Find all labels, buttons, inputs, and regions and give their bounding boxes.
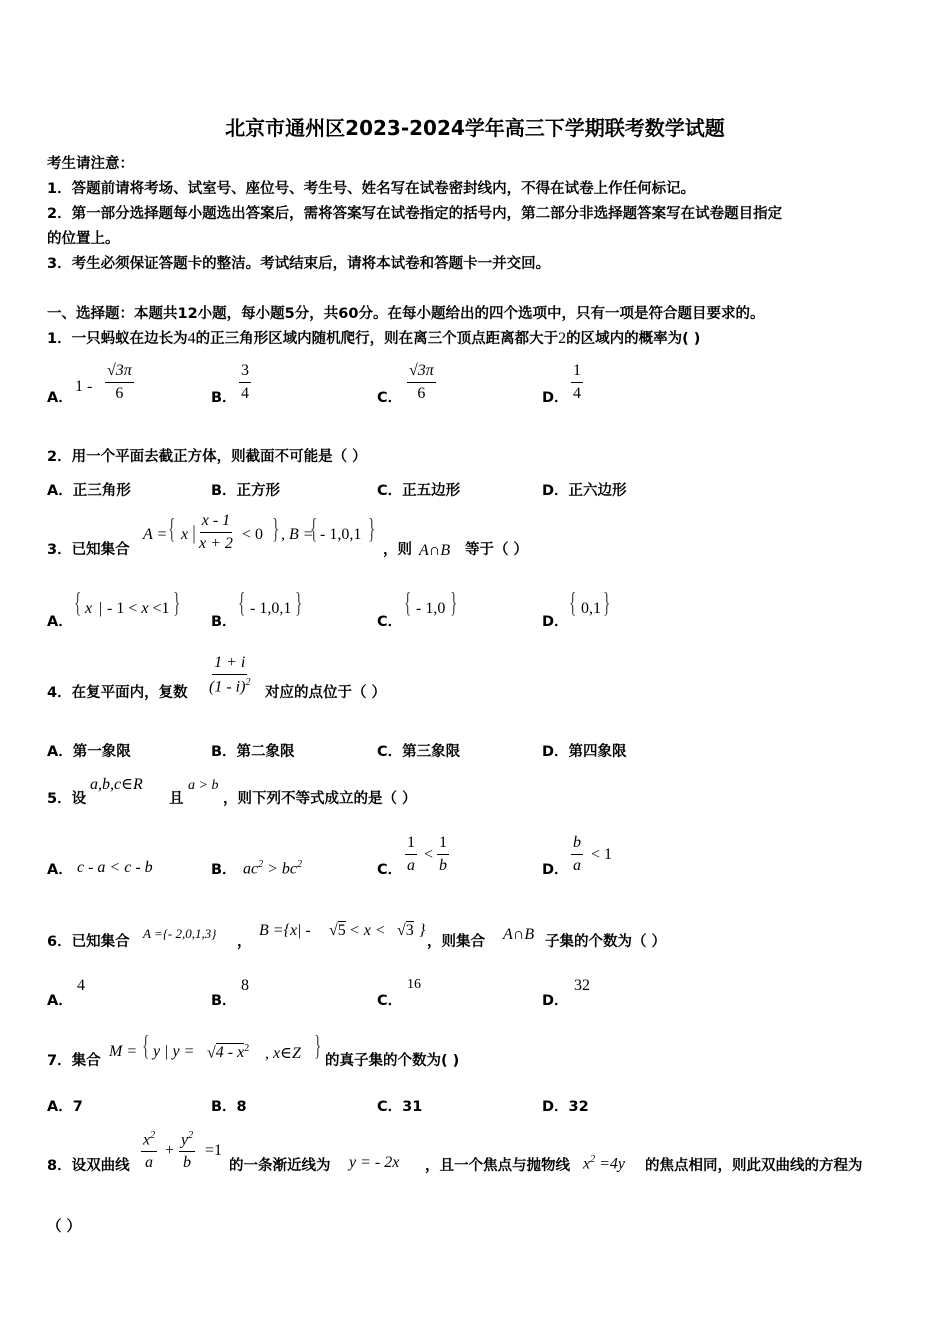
option-b-value: 8	[241, 977, 249, 994]
option: A．正三角形	[47, 483, 131, 499]
option-a-prefix: 1 -	[75, 378, 93, 395]
question-5-options: A． c - a < c - b B． $ac^2 > bc^2$ C． $\frac{1}{a}$ < $\frac{1}{b}$ D． $\frac{b}{a}$ < 1	[47, 834, 613, 878]
question-1-stem: 1．一只蚂蚁在边长为4的正三角形区域内随机爬行，则在离三个顶点距离都大于2的区域内的概率为( )	[47, 330, 701, 347]
question-4-stem: 4．在复平面内，复数 $\frac{1 + i}{(1 - i)^2}$ 对应的点位于（ ）	[47, 654, 387, 701]
question-7-stem: 7．集合 M = { y | y = $√4 - x^2$ , x∈Z } 的真子集的个数为( )	[47, 1031, 460, 1069]
option-a-fraction: $\frac{√3\pi}{6}$	[107, 362, 132, 402]
option-a-expr: c - a < c - b	[77, 859, 153, 876]
option: C．正五边形	[377, 483, 461, 499]
notice-item: 的位置上。	[47, 231, 120, 247]
option-d-value: 32	[574, 977, 590, 994]
option: B．8	[211, 1099, 247, 1115]
option: B．第二象限	[211, 744, 295, 760]
notice-heading: 考生请注意：	[47, 156, 134, 172]
option: C．第三象限	[377, 744, 461, 760]
option-label: B．	[211, 390, 237, 406]
question-8-stem: 8．设双曲线 $\frac{x^2}{a}$ + $\frac{y^2}{b}$ =1 的一条渐近线为 y = - 2x ，且一个焦点与抛物线 $x^2 =4y$ 的焦点相同，则此双曲线的方程为	[47, 1130, 863, 1174]
option: A．第一象限	[47, 744, 131, 760]
option-c-set: - 1,0	[416, 600, 446, 617]
answer-paren: （ ）	[47, 1219, 82, 1235]
question-6-stem: 6．已知集合 A ={- 2,0,1,3} ， B ={x| - √5 < x < √3 } ，则集合 A∩B 子集的个数为（ ）	[47, 922, 667, 950]
question-5-stem: 5．设 a,b,c∈R 且 a > b ，则下列不等式成立的是（ ）	[47, 776, 417, 807]
option-d-fraction: $\frac{1}{4}$	[573, 362, 581, 402]
option-b-expr: $ac^2 > bc^2$	[243, 859, 303, 878]
question-3-stem: 3．已知集合 A = { x | $\frac{x - 1}{x + 2}$ < 0 } , B = { - 1,0,1 } ，则 A∩B 等于（ ）	[47, 512, 529, 559]
question-6-options: A． 4 B． 8 C． 16 D． 32	[47, 977, 590, 1009]
option: A．7	[47, 1099, 83, 1115]
notice-item: 1．答题前请将考场、试室号、座位号、考生号、姓名写在试卷密封线内，不得在试卷上作任何标记。	[47, 181, 696, 197]
option: C．31	[377, 1099, 423, 1115]
notice-item: 2．第一部分选择题每小题选出答案后，需将答案写在试卷指定的括号内，第二部分非选择题答案写在试卷题目指定	[47, 206, 783, 222]
option: B．正方形	[211, 483, 281, 499]
page-title: 北京市通州区2023-2024学年高三下学期联考数学试题	[225, 116, 725, 140]
section-heading: 一、选择题：本题共12小题，每小题5分，共60分。在每小题给出的四个选项中，只有一项是符合题目要求的。	[47, 306, 765, 322]
question-3-options: A． { x | - 1 < x <1 } B． { - 1,0,1 } C． { - 1,0 } D． { 0,1 }	[47, 588, 611, 630]
option-label: C．	[377, 390, 403, 406]
question-2-stem: 2．用一个平面去截正方体，则截面不可能是（ ）	[47, 449, 367, 465]
option-a-value: 4	[77, 977, 85, 994]
option-d-set: 0,1	[581, 600, 601, 617]
option-b-fraction: $\frac{3}{4}$	[241, 362, 249, 402]
option: D．正六边形	[542, 483, 627, 499]
option-b-set: - 1,0,1	[250, 600, 292, 617]
option: D．32	[542, 1099, 589, 1115]
option: D．第四象限	[542, 744, 627, 760]
option-c-value: 16	[407, 977, 421, 992]
option-label: A．	[47, 390, 73, 406]
notice-item: 3．考生必须保证答题卡的整洁。考试结束后，请将本试卷和答题卡一并交回。	[47, 256, 551, 272]
option-label: D．	[542, 390, 569, 406]
question-1-options	[47, 360, 927, 414]
option-c-fraction: $\frac{√3\pi}{6}$	[409, 362, 434, 402]
